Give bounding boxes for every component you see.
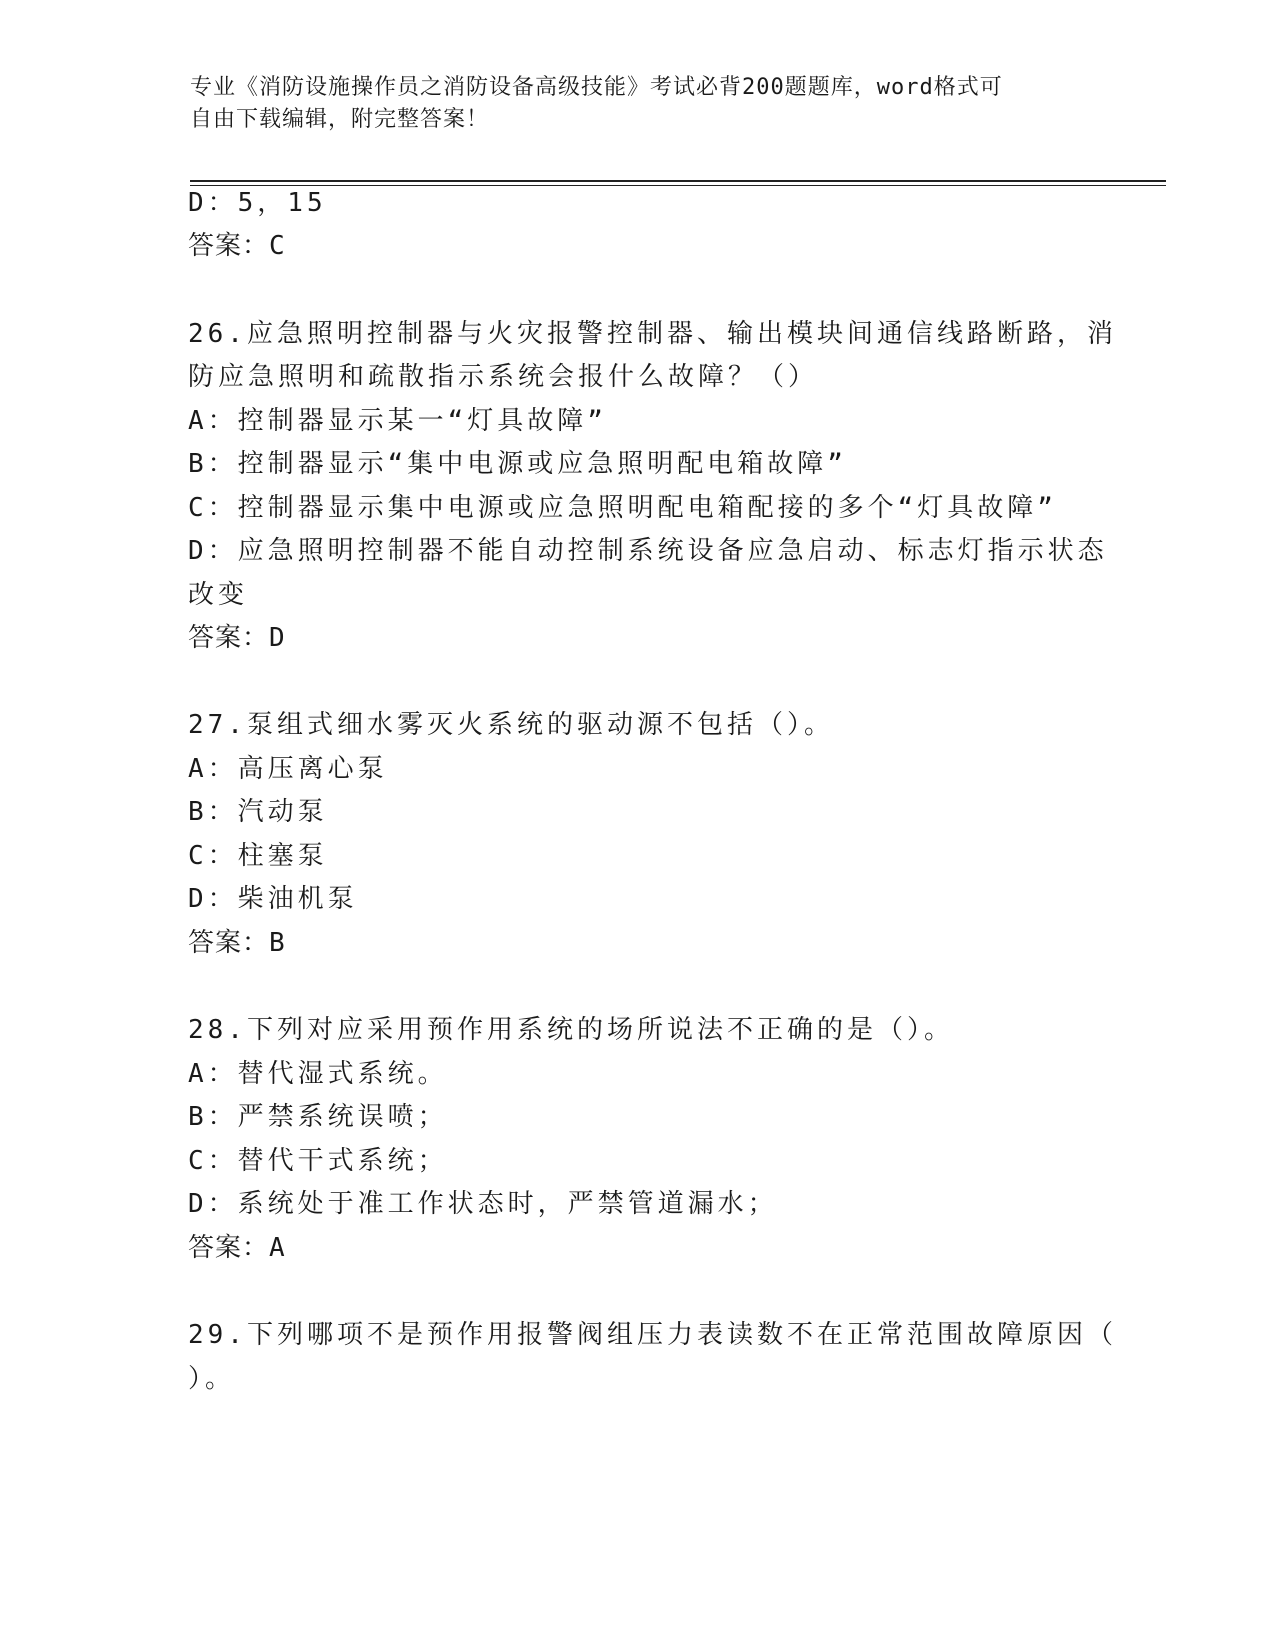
header-line-1: 专业《消防设施操作员之消防设备高级技能》考试必背200题题库，word格式可 (190, 75, 1003, 100)
q29-stem-line-1: 29.下列哪项不是预作用报警阀组压力表读数不在正常范围故障原因（ (188, 1320, 1117, 1350)
q27-stem: 27.泵组式细水雾灭火系统的驱动源不包括（）。 (188, 710, 834, 740)
q27-option-c: C：柱塞泵 (188, 841, 328, 871)
q28-answer: 答案：A (188, 1233, 286, 1263)
header-text (190, 72, 1090, 136)
q26-option-d-line-1: D：应急照明控制器不能自动控制系统设备应急启动、标志灯指示状态 (188, 536, 1108, 566)
q26-stem-line-1: 26.应急照明控制器与火灾报警控制器、输出模块间通信线路断路，消 (188, 319, 1117, 349)
q26-option-c: C：控制器显示集中电源或应急照明配电箱配接的多个“灯具故障” (188, 493, 1057, 523)
prev-answer: 答案：C (188, 231, 286, 261)
q28-option-c: C：替代干式系统； (188, 1146, 448, 1176)
q28-option-d: D：系统处于准工作状态时，严禁管道漏水； (188, 1189, 778, 1219)
q27-option-a: A：高压离心泵 (188, 754, 388, 784)
q27-option-b: B：汽动泵 (188, 797, 328, 827)
q26-option-a: A：控制器显示某一“灯具故障” (188, 406, 607, 436)
q27-answer: 答案：B (188, 928, 286, 958)
header-line-2: 自由下载编辑，附完整答案！ (190, 107, 490, 132)
q26-answer: 答案：D (188, 623, 286, 653)
q26-stem-line-2: 防应急照明和疏散指示系统会报什么故障？（） (188, 362, 819, 392)
header-rule-thick (190, 180, 1166, 182)
q28-option-b: B：严禁系统误喷； (188, 1102, 448, 1132)
q29-stem-line-2: ）。 (188, 1364, 236, 1394)
q26-option-b: B：控制器显示“集中电源或应急照明配电箱故障” (188, 449, 847, 479)
q28-option-a: A：替代湿式系统。 (188, 1059, 448, 1089)
q26-option-d-line-2: 改变 (188, 580, 249, 610)
prev-option-d: D：5，15 (188, 188, 327, 218)
q28-stem: 28.下列对应采用预作用系统的场所说法不正确的是（）。 (188, 1015, 954, 1045)
header-rule-thin (190, 185, 1166, 186)
q27-option-d: D：柴油机泵 (188, 884, 358, 914)
